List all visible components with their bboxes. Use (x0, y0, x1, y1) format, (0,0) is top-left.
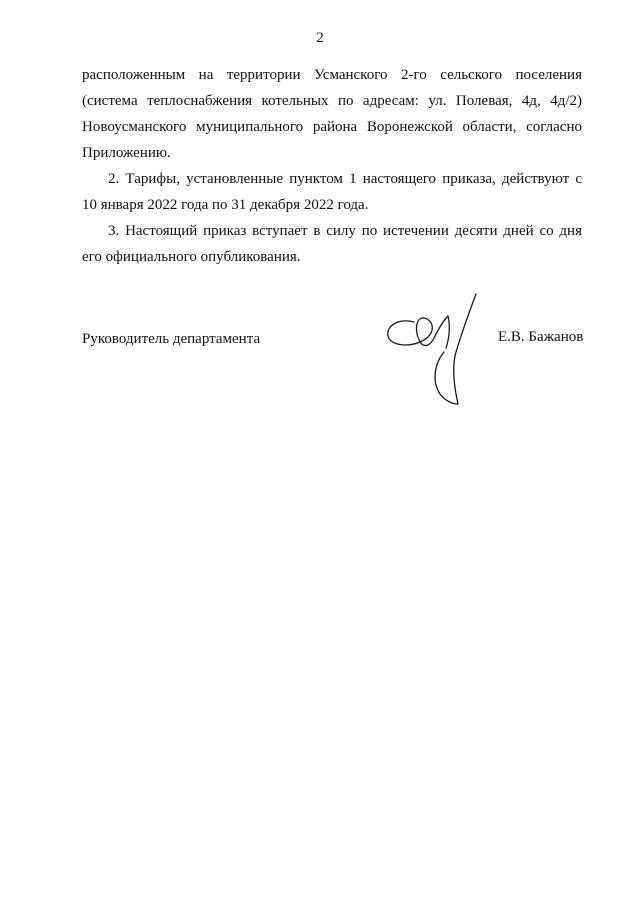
paragraph-line: Новоусманского муниципального района Воронежской области, согласно (82, 119, 582, 135)
signatory-title: Руководитель департамента (82, 331, 261, 347)
paragraph-line: 2. Тарифы, установленные пунктом 1 настоящего приказа, действуют с (108, 171, 582, 187)
paragraph-line: 3. Настоящий приказ вступает в силу по истечении десяти дней со дня (108, 223, 582, 239)
paragraph-line: (система теплоснабжения котельных по адресам: ул. Полевая, 4д, 4д/2) (82, 93, 582, 109)
handwritten-signature-icon (384, 290, 484, 408)
paragraph-line: его официального опубликования. (82, 249, 301, 265)
paragraph-line: Приложению. (82, 145, 171, 161)
page-number: 2 (316, 30, 324, 46)
paragraph-line: 10 января 2022 года по 31 декабря 2022 года. (82, 197, 369, 213)
signatory-name: Е.В. Бажанов (498, 329, 584, 345)
paragraph-line: расположенным на территории Усманского 2-го сельского поселения (82, 67, 582, 83)
